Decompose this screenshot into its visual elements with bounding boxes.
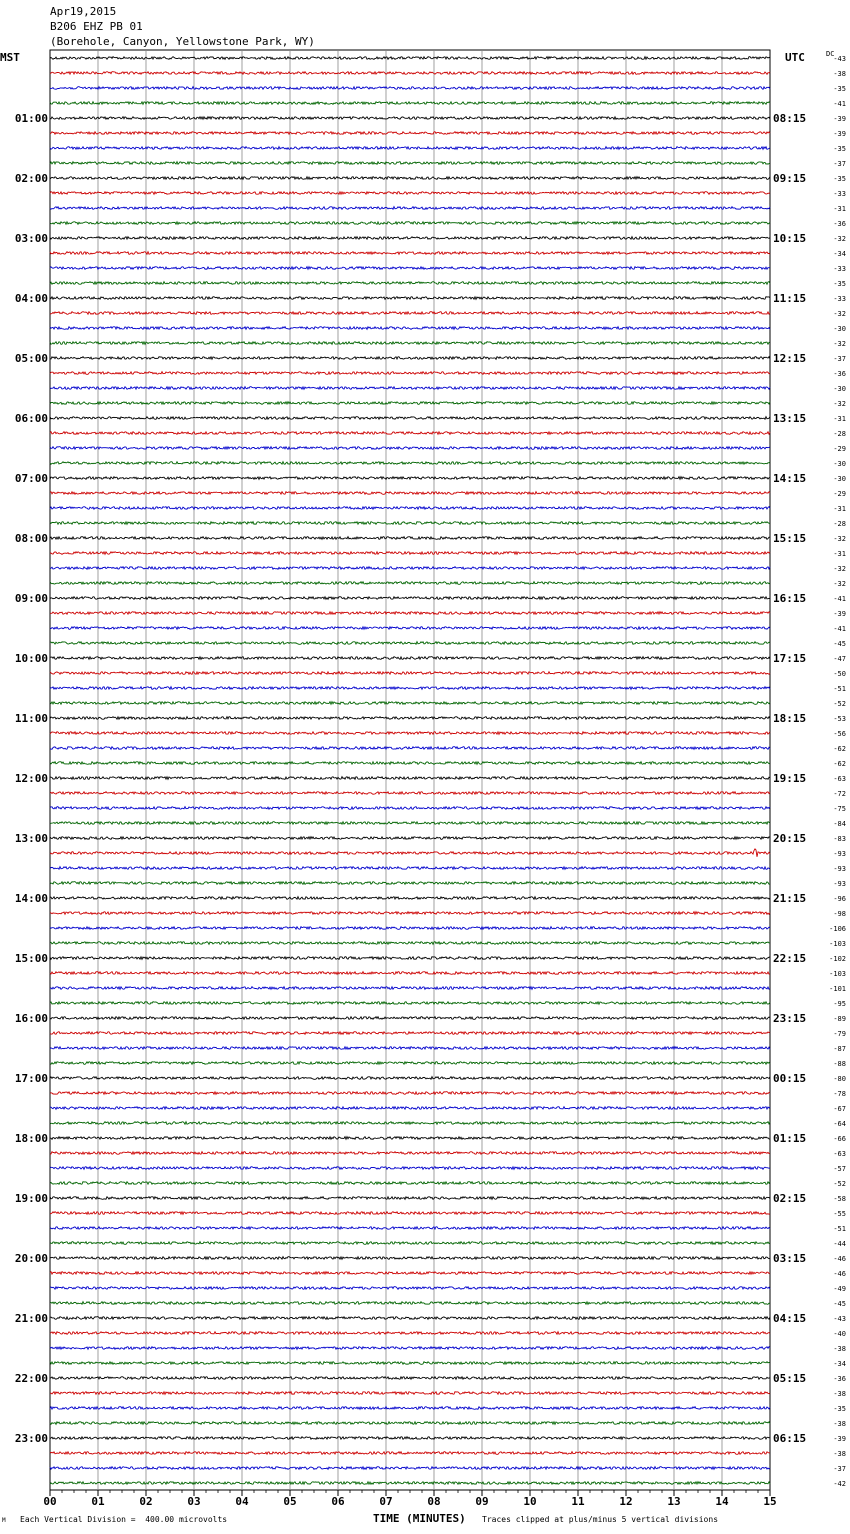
trace-line-36	[50, 597, 770, 600]
dc-offset-label: -31	[833, 550, 846, 558]
trace-line-46	[50, 747, 770, 750]
dc-offset-label: -36	[833, 220, 846, 228]
left-hour-label: 09:00	[14, 592, 48, 605]
trace-line-94	[50, 1467, 770, 1470]
trace-line-88	[50, 1377, 770, 1380]
left-hour-label: 15:00	[14, 952, 48, 965]
dc-offset-label: -35	[833, 280, 846, 288]
dc-offset-label: -29	[833, 490, 846, 498]
left-hour-label: 12:00	[14, 772, 48, 785]
dc-offset-label: -63	[833, 1150, 846, 1158]
trace-line-95	[50, 1482, 770, 1485]
dc-offset-label: -38	[833, 1450, 846, 1458]
dc-offset-label: -41	[833, 595, 846, 603]
trace-line-93	[50, 1452, 770, 1455]
dc-offset-label: -103	[829, 940, 846, 948]
dc-offset-label: -93	[833, 850, 846, 858]
dc-offset-label: -72	[833, 790, 846, 798]
dc-offset-label: -35	[833, 1405, 846, 1413]
trace-line-31	[50, 522, 770, 525]
dc-offset-label: -41	[833, 625, 846, 633]
trace-line-44	[50, 717, 770, 720]
trace-line-23	[50, 402, 770, 405]
trace-line-34	[50, 567, 770, 570]
trace-line-85	[50, 1332, 770, 1335]
trace-line-0	[50, 57, 770, 60]
right-hour-label: 04:15	[773, 1312, 807, 1325]
dc-offset-label: -39	[833, 1435, 846, 1443]
trace-line-52	[50, 837, 770, 840]
dc-offset-label: -39	[833, 115, 846, 123]
dc-offset-label: -35	[833, 85, 846, 93]
trace-line-22	[50, 387, 770, 390]
right-hour-label: 15:15	[773, 532, 807, 545]
dc-offset-label: -36	[833, 370, 846, 378]
trace-line-43	[50, 702, 770, 705]
trace-line-14	[50, 267, 770, 270]
dc-offset-label: -33	[833, 190, 846, 198]
right-hour-label: 03:15	[773, 1252, 807, 1265]
dc-offset-label: -30	[833, 475, 846, 483]
right-hour-label: 01:15	[773, 1132, 807, 1145]
left-hour-label: 19:00	[14, 1192, 48, 1205]
dc-offset-label: -49	[833, 1285, 846, 1293]
trace-line-35	[50, 582, 770, 585]
left-hour-label: 08:00	[14, 532, 48, 545]
trace-line-67	[50, 1062, 770, 1065]
dc-offset-label: -32	[833, 400, 846, 408]
dc-offset-label: -37	[833, 160, 846, 168]
x-tick-label: 13	[667, 1495, 681, 1508]
trace-line-61	[50, 972, 770, 975]
dc-offset-label: -67	[833, 1105, 846, 1113]
trace-line-4	[50, 117, 770, 120]
dc-offset-label: -29	[833, 445, 846, 453]
x-tick-label: 09	[475, 1495, 489, 1508]
trace-line-40	[50, 657, 770, 660]
dc-offset-label: -84	[833, 820, 846, 828]
left-hour-label: 16:00	[14, 1012, 48, 1025]
trace-line-5	[50, 132, 770, 135]
dc-offset-label: -45	[833, 640, 846, 648]
trace-line-78	[50, 1227, 770, 1230]
dc-offset-label: -96	[833, 895, 846, 903]
dc-offset-label: -32	[833, 535, 846, 543]
dc-offset-label: -37	[833, 1465, 846, 1473]
trace-line-60	[50, 957, 770, 960]
station-label: B206 EHZ PB 01	[50, 20, 143, 33]
dc-offset-label: -38	[833, 1345, 846, 1353]
trace-line-57	[50, 912, 770, 915]
trace-line-83	[50, 1302, 770, 1305]
dc-offset-label: -50	[833, 670, 846, 678]
dc-offset-label: -42	[833, 1480, 846, 1488]
dc-offset-label: -51	[833, 685, 846, 693]
trace-line-21	[50, 372, 770, 375]
trace-line-90	[50, 1407, 770, 1410]
dc-offset-label: -79	[833, 1030, 846, 1038]
right-hour-label: 23:15	[773, 1012, 807, 1025]
dc-offset-label: -53	[833, 715, 846, 723]
dc-offset-label: -98	[833, 910, 846, 918]
trace-line-24	[50, 417, 770, 420]
dc-offset-label: -35	[833, 145, 846, 153]
dc-offset-label: -62	[833, 745, 846, 753]
trace-line-55	[50, 882, 770, 885]
dc-offset-label: -52	[833, 1180, 846, 1188]
dc-offset-label: -39	[833, 130, 846, 138]
dc-offset-label: -62	[833, 760, 846, 768]
dc-offset-label: -45	[833, 1300, 846, 1308]
x-tick-label: 14	[715, 1495, 729, 1508]
clip-note: Traces clipped at plus/minus 5 vertical divisions	[482, 1515, 719, 1524]
right-hour-label: 21:15	[773, 892, 807, 905]
trace-line-9	[50, 192, 770, 195]
dc-offset-label: -89	[833, 1015, 846, 1023]
dc-offset-label: -28	[833, 520, 846, 528]
trace-line-87	[50, 1362, 770, 1365]
right-hour-label: 05:15	[773, 1372, 807, 1385]
trace-line-84	[50, 1317, 770, 1320]
x-tick-label: 01	[91, 1495, 105, 1508]
right-hour-label: 22:15	[773, 952, 807, 965]
right-hour-label: 16:15	[773, 592, 807, 605]
dc-offset-label: -36	[833, 1375, 846, 1383]
trace-line-16	[50, 297, 770, 300]
dc-offset-label: -30	[833, 460, 846, 468]
x-tick-label: 11	[571, 1495, 585, 1508]
trace-line-63	[50, 1002, 770, 1005]
left-hour-label: 18:00	[14, 1132, 48, 1145]
trace-line-80	[50, 1257, 770, 1260]
trace-line-72	[50, 1137, 770, 1140]
trace-line-65	[50, 1032, 770, 1035]
x-tick-label: 07	[379, 1495, 393, 1508]
x-tick-label: 15	[763, 1495, 777, 1508]
dc-offset-label: -38	[833, 1390, 846, 1398]
trace-line-77	[50, 1212, 770, 1215]
trace-line-76	[50, 1197, 770, 1200]
x-tick-label: 10	[523, 1495, 537, 1508]
x-tick-label: 05	[283, 1495, 297, 1508]
dc-offset-label: -30	[833, 325, 846, 333]
trace-line-82	[50, 1287, 770, 1290]
trace-line-64	[50, 1017, 770, 1020]
trace-line-69	[50, 1092, 770, 1095]
right-timezone-label: UTC	[785, 51, 805, 64]
right-hour-label: 10:15	[773, 232, 807, 245]
trace-line-45	[50, 732, 770, 735]
trace-line-56	[50, 897, 770, 900]
trace-line-51	[50, 822, 770, 825]
trace-line-59	[50, 942, 770, 945]
trace-line-25	[50, 432, 770, 435]
dc-offset-label: -47	[833, 655, 846, 663]
trace-line-37	[50, 612, 770, 615]
dc-offset-label: -34	[833, 1360, 846, 1368]
right-hour-label: 00:15	[773, 1072, 807, 1085]
dc-offset-label: -93	[833, 880, 846, 888]
trace-line-1	[50, 72, 770, 75]
dc-offset-label: -31	[833, 505, 846, 513]
dc-offset-label: -106	[829, 925, 846, 933]
trace-line-70	[50, 1107, 770, 1110]
dc-offset-label: -52	[833, 700, 846, 708]
trace-line-28	[50, 477, 770, 480]
right-hour-label: 18:15	[773, 712, 807, 725]
dc-offset-label: -37	[833, 355, 846, 363]
trace-line-20	[50, 357, 770, 360]
dc-offset-label: -32	[833, 580, 846, 588]
trace-line-58	[50, 927, 770, 930]
dc-offset-label: -63	[833, 775, 846, 783]
trace-line-15	[50, 282, 770, 285]
right-hour-label: 09:15	[773, 172, 807, 185]
right-hour-label: 06:15	[773, 1432, 807, 1445]
trace-line-6	[50, 147, 770, 150]
x-tick-label: 04	[235, 1495, 249, 1508]
trace-line-18	[50, 327, 770, 330]
trace-line-2	[50, 87, 770, 90]
dc-offset-label: -41	[833, 100, 846, 108]
x-axis-title: TIME (MINUTES)	[373, 1512, 466, 1525]
trace-line-26	[50, 447, 770, 450]
dc-offset-label: -32	[833, 565, 846, 573]
trace-line-49	[50, 792, 770, 795]
dc-offset-label: -33	[833, 265, 846, 273]
dc-offset-label: -75	[833, 805, 846, 813]
x-tick-label: 06	[331, 1495, 345, 1508]
dc-offset-label: -35	[833, 175, 846, 183]
left-hour-label: 06:00	[14, 412, 48, 425]
dc-offset-label: -95	[833, 1000, 846, 1008]
left-hour-label: 13:00	[14, 832, 48, 845]
trace-line-39	[50, 642, 770, 645]
trace-line-10	[50, 207, 770, 210]
x-tick-label: 02	[139, 1495, 153, 1508]
trace-line-42	[50, 687, 770, 690]
dc-offset-label: -38	[833, 70, 846, 78]
right-hour-label: 08:15	[773, 112, 807, 125]
left-hour-label: 03:00	[14, 232, 48, 245]
right-hour-label: 13:15	[773, 412, 807, 425]
dc-offset-label: -88	[833, 1060, 846, 1068]
trace-line-79	[50, 1242, 770, 1245]
dc-offset-label: -31	[833, 205, 846, 213]
trace-line-19	[50, 342, 770, 345]
left-hour-label: 14:00	[14, 892, 48, 905]
trace-line-7	[50, 162, 770, 165]
left-hour-label: 21:00	[14, 1312, 48, 1325]
dc-offset-label: -51	[833, 1225, 846, 1233]
trace-line-48	[50, 777, 770, 780]
trace-line-29	[50, 492, 770, 495]
trace-line-3	[50, 102, 770, 105]
trace-line-81	[50, 1272, 770, 1275]
trace-line-32	[50, 537, 770, 540]
dc-offset-label: -28	[833, 430, 846, 438]
right-hour-label: 02:15	[773, 1192, 807, 1205]
trace-line-92	[50, 1437, 770, 1440]
trace-line-50	[50, 807, 770, 810]
dc-offset-label: -101	[829, 985, 846, 993]
right-hour-label: 12:15	[773, 352, 807, 365]
dc-offset-label: -33	[833, 295, 846, 303]
trace-line-53	[50, 849, 770, 857]
left-hour-label: 20:00	[14, 1252, 48, 1265]
right-hour-label: 19:15	[773, 772, 807, 785]
trace-line-91	[50, 1422, 770, 1425]
dc-offset-label: -43	[833, 1315, 846, 1323]
trace-line-33	[50, 552, 770, 555]
corner-mark: M	[2, 1517, 6, 1524]
dc-offset-label: -87	[833, 1045, 846, 1053]
trace-line-41	[50, 672, 770, 675]
dc-offset-label: -55	[833, 1210, 846, 1218]
trace-line-68	[50, 1077, 770, 1080]
trace-line-13	[50, 252, 770, 255]
right-hour-label: 20:15	[773, 832, 807, 845]
trace-line-11	[50, 222, 770, 225]
dc-offset-label: -44	[833, 1240, 846, 1248]
dc-offset-label: -38	[833, 1420, 846, 1428]
right-hour-label: 11:15	[773, 292, 807, 305]
dc-offset-label: -80	[833, 1075, 846, 1083]
dc-offset-label: -32	[833, 310, 846, 318]
dc-offset-label: -31	[833, 415, 846, 423]
dc-offset-label: -66	[833, 1135, 846, 1143]
left-hour-label: 02:00	[14, 172, 48, 185]
right-hour-label: 17:15	[773, 652, 807, 665]
trace-line-27	[50, 462, 770, 465]
trace-line-54	[50, 867, 770, 870]
trace-line-75	[50, 1182, 770, 1185]
trace-line-86	[50, 1347, 770, 1350]
x-tick-label: 12	[619, 1495, 633, 1508]
left-hour-label: 22:00	[14, 1372, 48, 1385]
x-tick-label: 00	[43, 1495, 57, 1508]
left-hour-label: 10:00	[14, 652, 48, 665]
dc-offset-label: -78	[833, 1090, 846, 1098]
dc-offset-label: -32	[833, 340, 846, 348]
trace-line-71	[50, 1122, 770, 1125]
left-hour-label: 07:00	[14, 472, 48, 485]
trace-line-89	[50, 1392, 770, 1395]
left-timezone-label: MST	[0, 51, 20, 64]
right-hour-label: 14:15	[773, 472, 807, 485]
dc-offset-label: -43	[833, 55, 846, 63]
dc-offset-label: -46	[833, 1255, 846, 1263]
dc-offset-label: -83	[833, 835, 846, 843]
dc-offset-label: -102	[829, 955, 846, 963]
trace-line-73	[50, 1152, 770, 1155]
trace-line-12	[50, 237, 770, 240]
x-tick-label: 08	[427, 1495, 441, 1508]
trace-line-17	[50, 312, 770, 315]
left-hour-label: 23:00	[14, 1432, 48, 1445]
dc-offset-label: -30	[833, 385, 846, 393]
dc-offset-label: -46	[833, 1270, 846, 1278]
dc-offset-label: -39	[833, 610, 846, 618]
dc-label: DC	[826, 50, 835, 58]
left-hour-label: 11:00	[14, 712, 48, 725]
dc-offset-label: -103	[829, 970, 846, 978]
dc-offset-label: -93	[833, 865, 846, 873]
dc-offset-label: -58	[833, 1195, 846, 1203]
date-label: Apr19,2015	[50, 5, 117, 18]
trace-line-47	[50, 762, 770, 765]
left-hour-label: 01:00	[14, 112, 48, 125]
trace-line-62	[50, 987, 770, 990]
left-hour-label: 04:00	[14, 292, 48, 305]
dc-offset-label: -34	[833, 250, 846, 258]
trace-line-8	[50, 177, 770, 180]
left-hour-label: 17:00	[14, 1072, 48, 1085]
left-hour-label: 05:00	[14, 352, 48, 365]
trace-line-30	[50, 507, 770, 510]
dc-offset-label: -56	[833, 730, 846, 738]
x-tick-label: 03	[187, 1495, 201, 1508]
dc-offset-label: -32	[833, 235, 846, 243]
scale-note: Each Vertical Division = 400.00 microvolts	[20, 1515, 228, 1524]
dc-offset-label: -64	[833, 1120, 846, 1128]
trace-line-74	[50, 1167, 770, 1170]
dc-offset-label: -40	[833, 1330, 846, 1338]
trace-line-66	[50, 1047, 770, 1050]
dc-offset-label: -57	[833, 1165, 846, 1173]
trace-line-38	[50, 627, 770, 630]
location-label: (Borehole, Canyon, Yellowstone Park, WY)	[50, 35, 315, 48]
